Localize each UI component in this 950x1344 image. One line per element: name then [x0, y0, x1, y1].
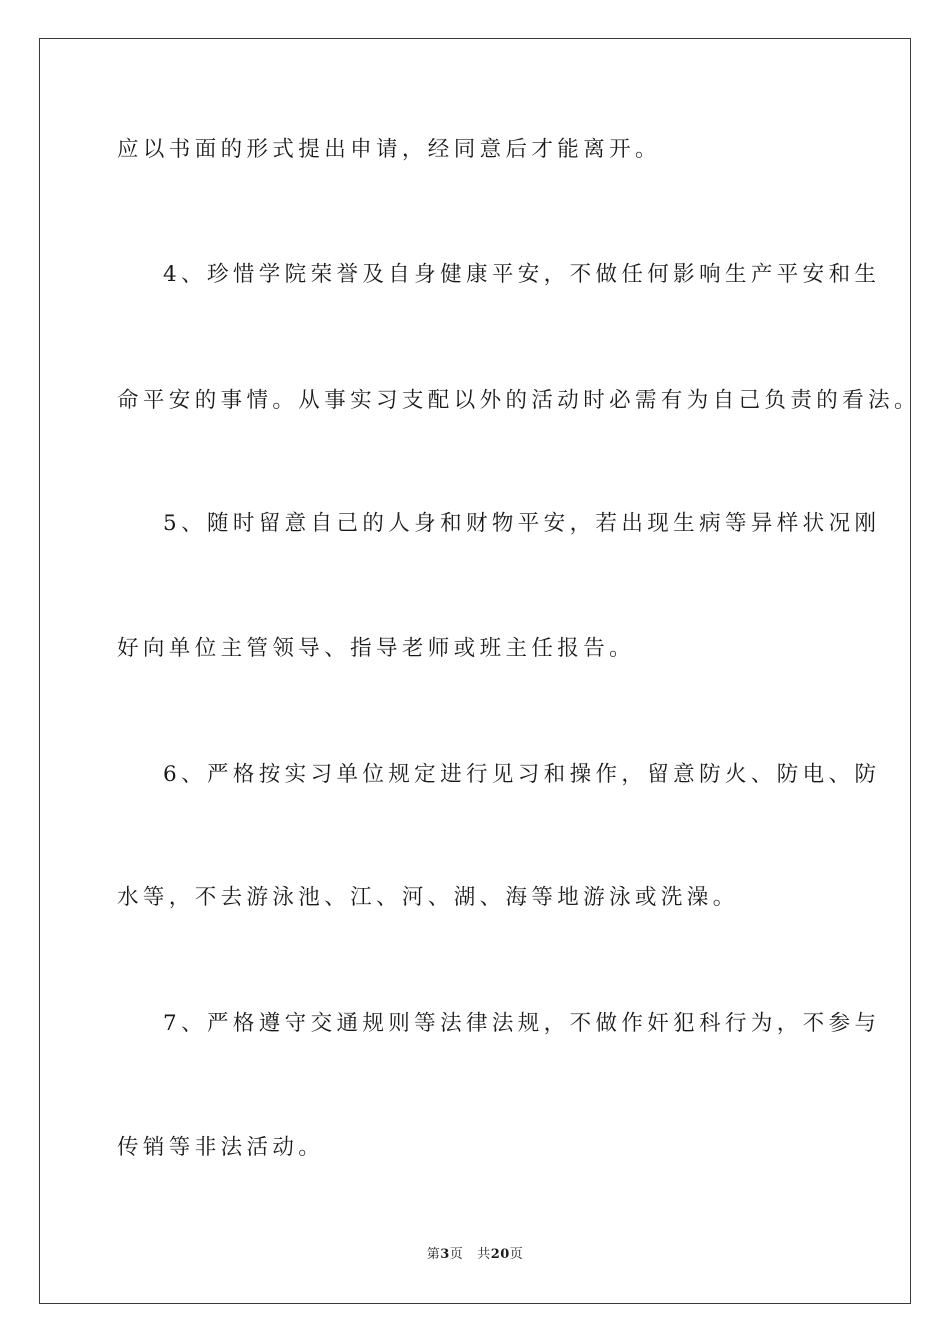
footer-page-suffix: 页 — [449, 1247, 464, 1262]
page-footer — [0, 1246, 950, 1264]
footer-total-prefix: 共 — [477, 1247, 491, 1262]
paragraph-4-line-2: 命平安的事情。从事实习支配以外的活动时必需有为自己负责的看法。 — [117, 388, 920, 413]
paragraph-7-line-2: 传销等非法活动。 — [117, 1135, 325, 1160]
footer-page-number: 3 — [440, 1247, 450, 1262]
paragraph-6-line-1: 6、严格按实习单位规定进行见习和操作，留意防火、防电、防 — [163, 762, 881, 787]
footer-page-prefix: 第 — [426, 1247, 441, 1262]
footer-total-pages: 20 — [490, 1247, 510, 1262]
paragraph-line-1: 应以书面的形式提出申请，经同意后才能离开。 — [117, 137, 661, 162]
paragraph-4-line-1: 4、珍惜学院荣誉及自身健康平安，不做任何影响生产平安和生 — [163, 262, 881, 287]
paragraph-7-line-1: 7、严格遵守交通规则等法律法规，不做作奸犯科行为，不参与 — [163, 1011, 881, 1036]
footer-total-suffix: 页 — [509, 1247, 524, 1262]
paragraph-5-line-1: 5、随时留意自己的人身和财物平安，若出现生病等异样状况刚 — [163, 511, 881, 536]
paragraph-5-line-2: 好向单位主管领导、指导老师或班主任报告。 — [117, 636, 636, 661]
page-border — [39, 38, 920, 1304]
paragraph-6-line-2: 水等，不去游泳池、江、河、湖、海等地游泳或洗澡。 — [117, 885, 739, 910]
